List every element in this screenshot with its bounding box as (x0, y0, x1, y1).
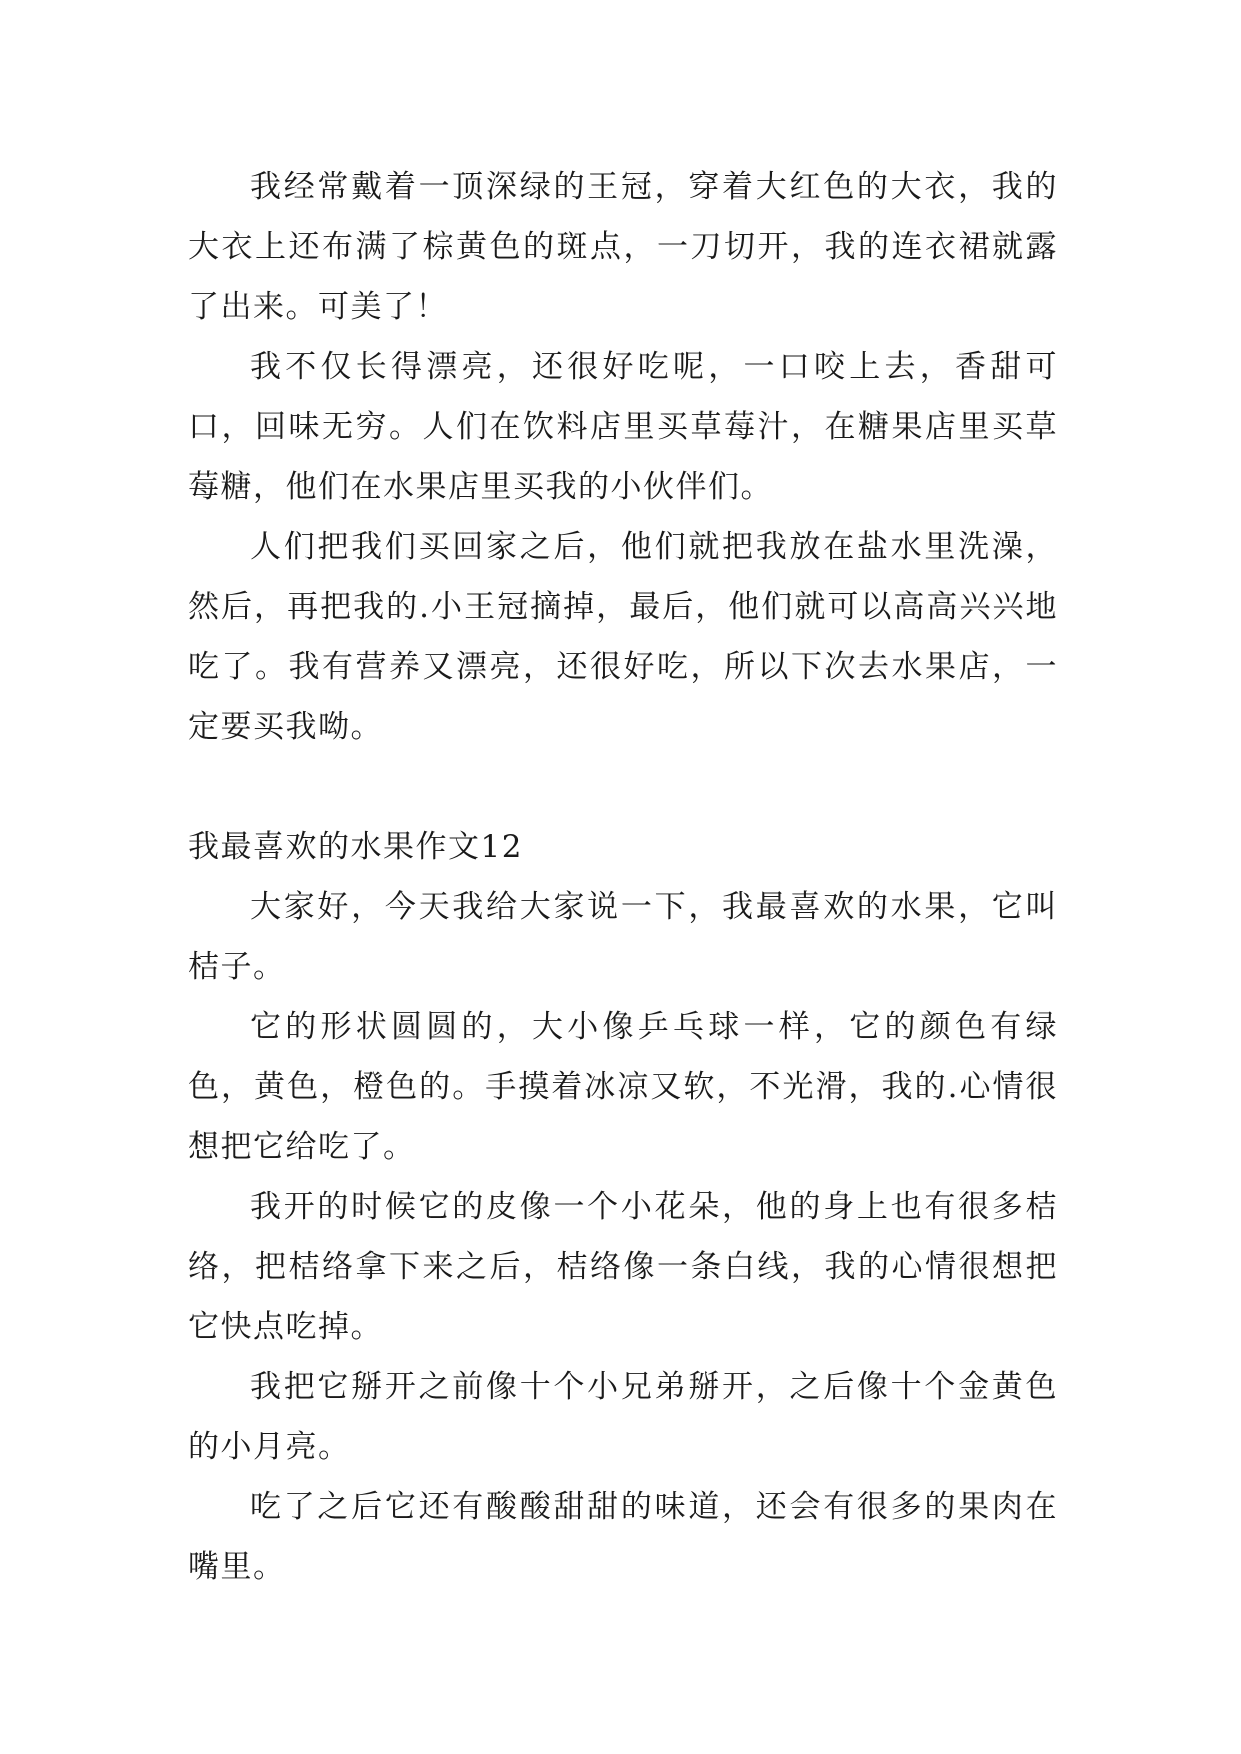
section-heading: 我最喜欢的水果作文12 (188, 829, 523, 865)
paragraph-segments: 我把它掰开之前像十个小兄弟掰开，之后像十个金黄色的小月亮。 (188, 1369, 1058, 1465)
paragraph-flavor: 吃了之后它还有酸酸甜甜的味道，还会有很多的果肉在嘴里。 (188, 1489, 1058, 1585)
paragraph-eating: 人们把我们买回家之后，他们就把我放在盐水里洗澡，然后，再把我的.小王冠摘掉，最后，他们就可以高高兴兴地吃了。我有营养又漂亮，还很好吃，所以下次去水果店，一定要买我呦。 (188, 529, 1058, 745)
paragraph-peel: 我开的时候它的皮像一个小花朵，他的身上也有很多桔络，把桔络拿下来之后，桔络像一条白线，我的心情很想把它快点吃掉。 (188, 1189, 1058, 1345)
paragraph-intro: 大家好，今天我给大家说一下，我最喜欢的水果，它叫桔子。 (188, 889, 1058, 985)
paragraph-taste: 我不仅长得漂亮，还很好吃呢，一口咬上去，香甜可口，回味无穷。人们在饮料店里买草莓汁，在糖果店里买草莓糖，他们在水果店里买我的小伙伴们。 (188, 349, 1058, 505)
document-body (188, 157, 1058, 1597)
paragraph-shape: 它的形状圆圆的，大小像乒乓球一样，它的颜色有绿色，黄色，橙色的。手摸着冰凉又软，不光滑，我的.心情很想把它给吃了。 (188, 1009, 1058, 1165)
paragraph-crown: 我经常戴着一顶深绿的王冠，穿着大红色的大衣，我的大衣上还布满了棕黄色的斑点，一刀切开，我的连衣裙就露了出来。可美了！ (188, 169, 1058, 325)
